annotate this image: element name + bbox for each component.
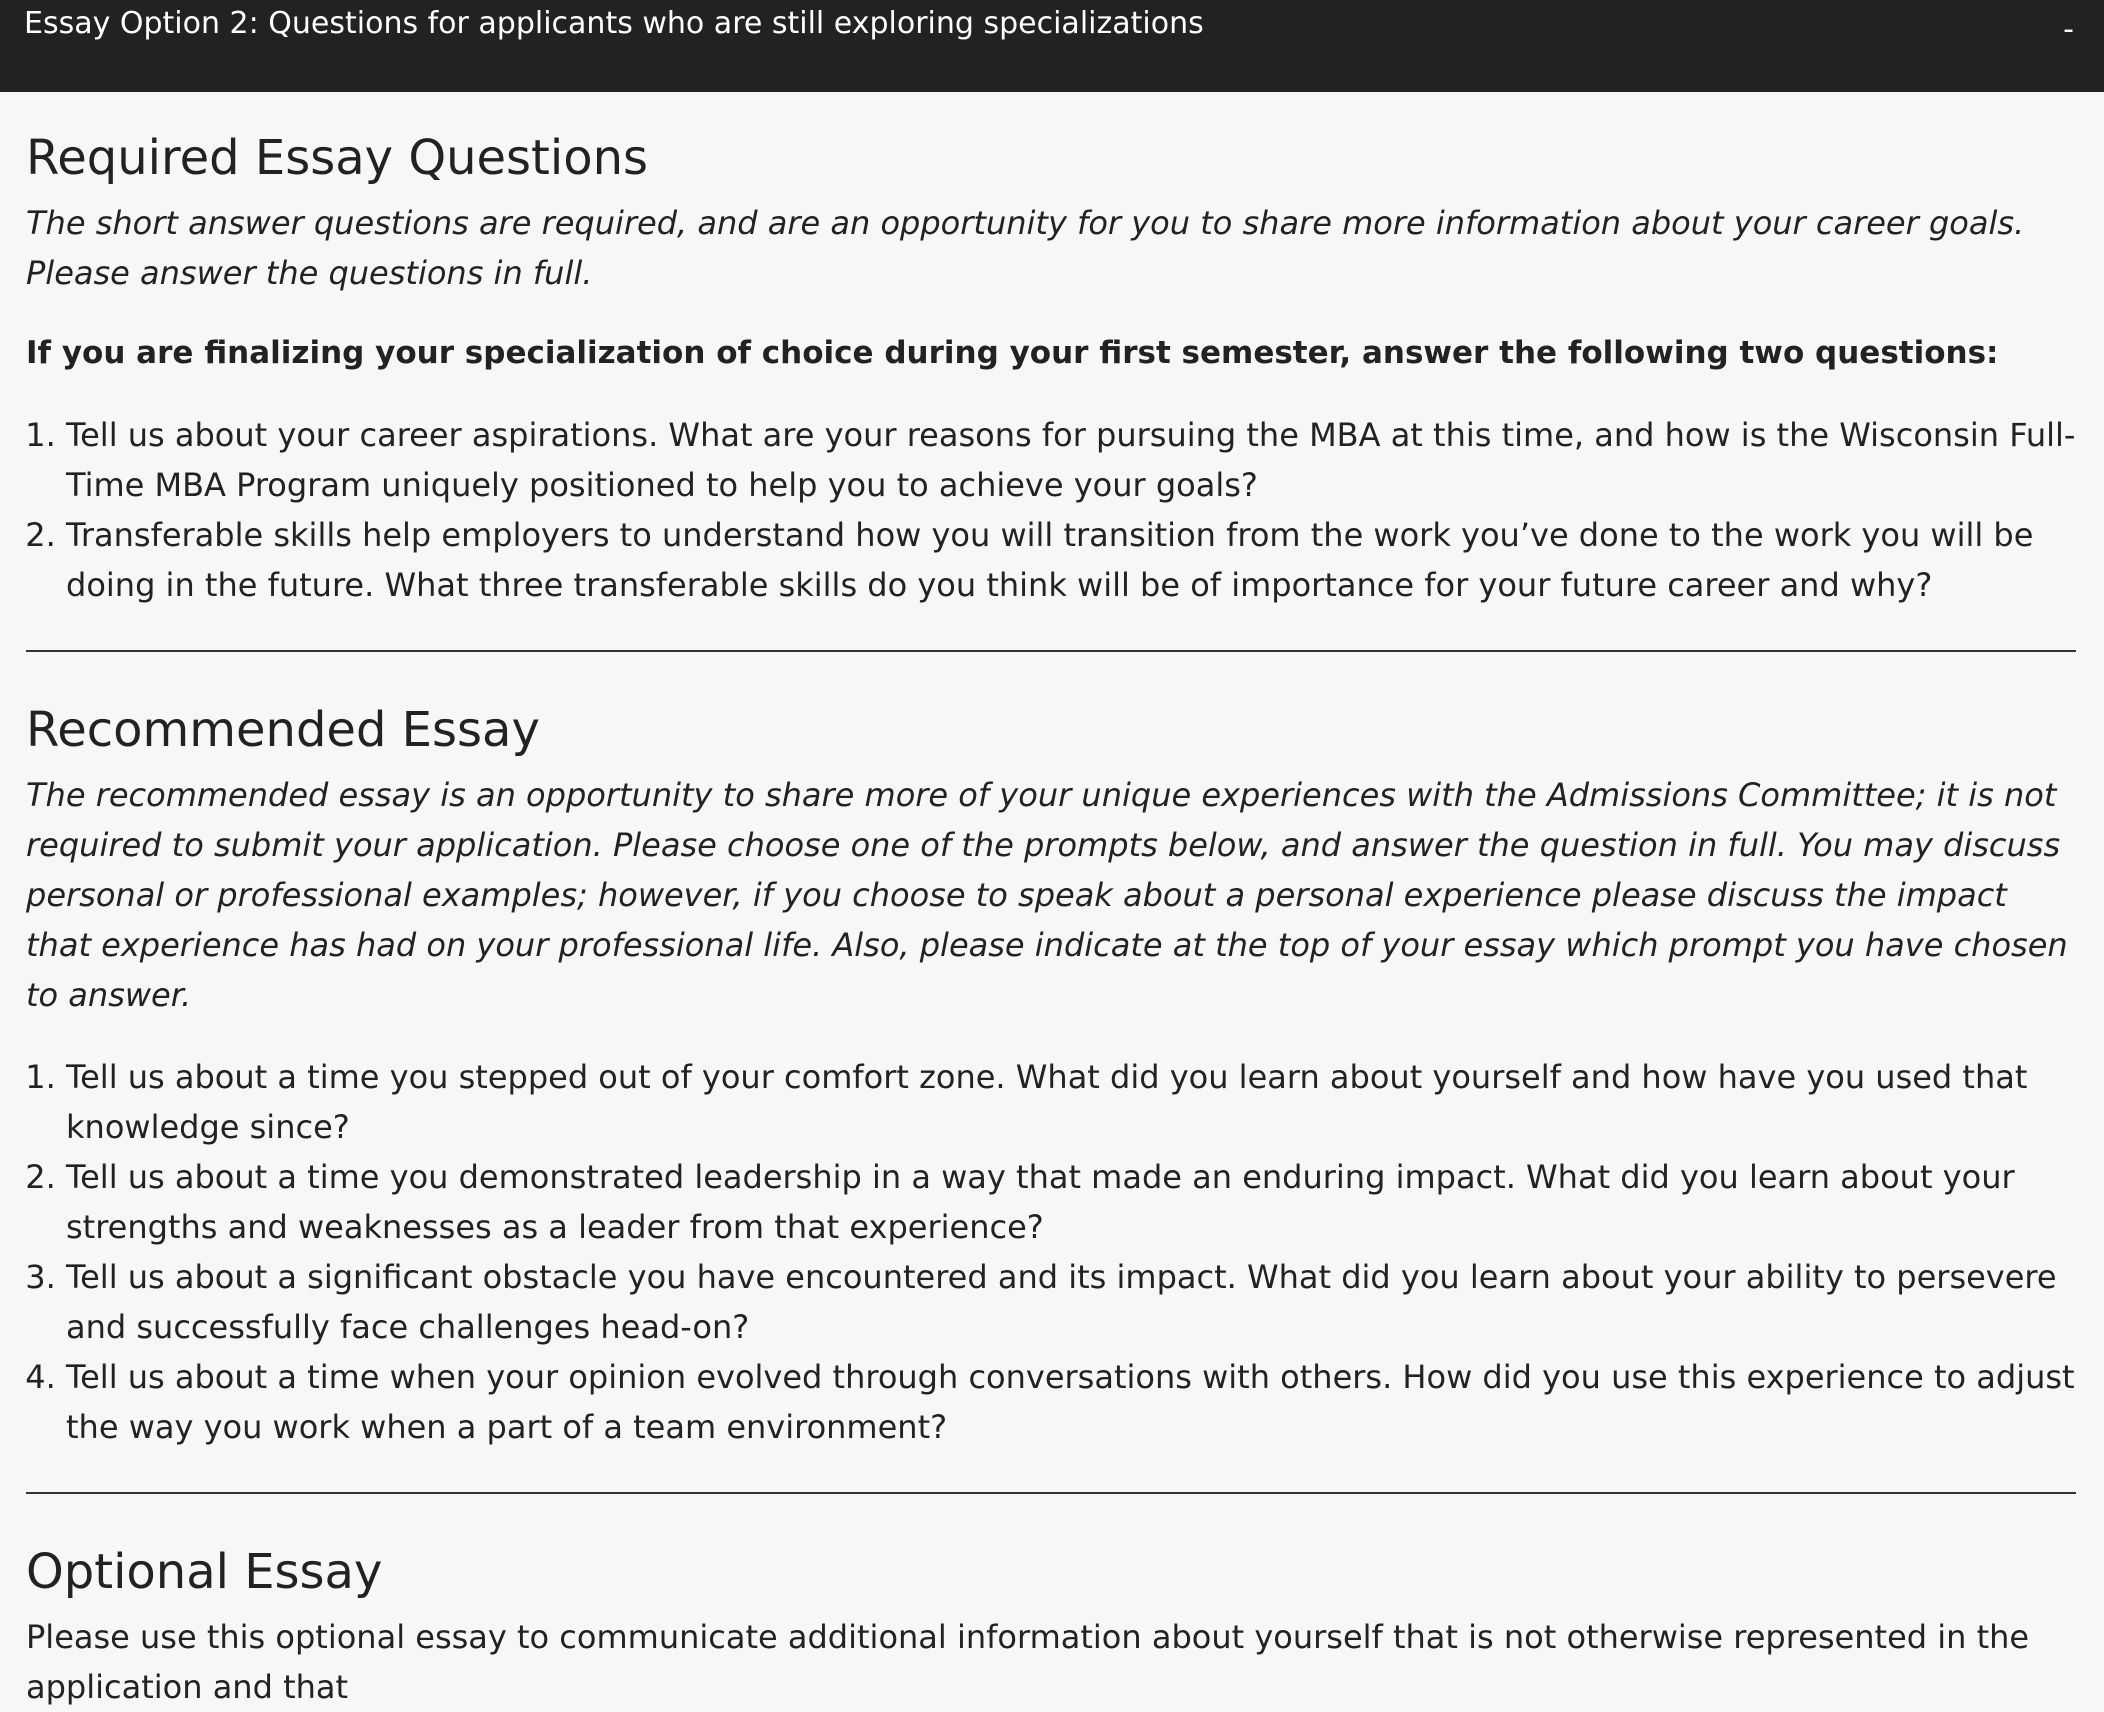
collapse-toggle-icon[interactable]: -: [2063, 12, 2074, 47]
recommended-prompts-list: [26, 1052, 2076, 1452]
recommended-essay-intro: The recommended essay is an opportunity to share more of your unique experiences with the Admissions Committee; it is not required to submit your application. Please choose one of the prompts below, and answer the question in full. You may discuss personal or professional examples; however, if you choose to speak about a personal experience please discuss the impact that experience has had on your professional life. Also, please indicate at the top of your essay which prompt you have chosen to answer.: [26, 776, 2068, 1014]
list-item: 4. Tell us about a time when your opinion evolved through conversations with others. How did you use this experience to adjust the way you work when a part of a team environment?: [66, 1352, 2076, 1452]
essay-content: [26, 92, 2076, 1712]
list-item: 1. Tell us about a time you stepped out of your comfort zone. What did you learn about yourself and how have you used that knowledge since?: [66, 1052, 2076, 1152]
required-essay-heading: Required Essay Questions: [26, 130, 649, 186]
list-item: 1. Tell us about your career aspirations. What are your reasons for pursuing the MBA at this time, and how is the Wisconsin Full-Time MBA Program uniquely positioned to help you to achieve your goals?: [66, 410, 2076, 510]
list-item: 3. Tell us about a significant obstacle you have encountered and its impact. What did you learn about your ability to persevere and successfully face challenges head-on?: [66, 1252, 2076, 1352]
required-essay-subhead: If you are finalizing your specialization of choice during your first semester, answer the following two questions:: [26, 335, 1999, 371]
list-item: 2. Transferable skills help employers to understand how you will transition from the work you’ve done to the work you will be doing in the future. What three transferable skills do you think will be of importance for your future career and why?: [66, 510, 2076, 610]
recommended-essay-heading: Recommended Essay: [26, 702, 540, 758]
section-divider: [26, 650, 2076, 652]
accordion-header[interactable]: [0, 0, 2104, 92]
required-essay-intro: The short answer questions are required, and are an opportunity for you to share more information about your career goals. Please answer the questions in full.: [26, 204, 2025, 292]
accordion-title: Essay Option 2: Questions for applicants who are still exploring specializations: [24, 6, 1204, 41]
optional-essay-heading: Optional Essay: [26, 1544, 383, 1600]
section-divider: [26, 1492, 2076, 1494]
optional-essay-intro: Please use this optional essay to communicate additional information about yourself that is not otherwise represented in the application and that: [26, 1618, 2030, 1706]
list-item: 2. Tell us about a time you demonstrated leadership in a way that made an enduring impact. What did you learn about your strengths and weaknesses as a leader from that experience?: [66, 1152, 2076, 1252]
required-questions-list: [26, 410, 2076, 610]
